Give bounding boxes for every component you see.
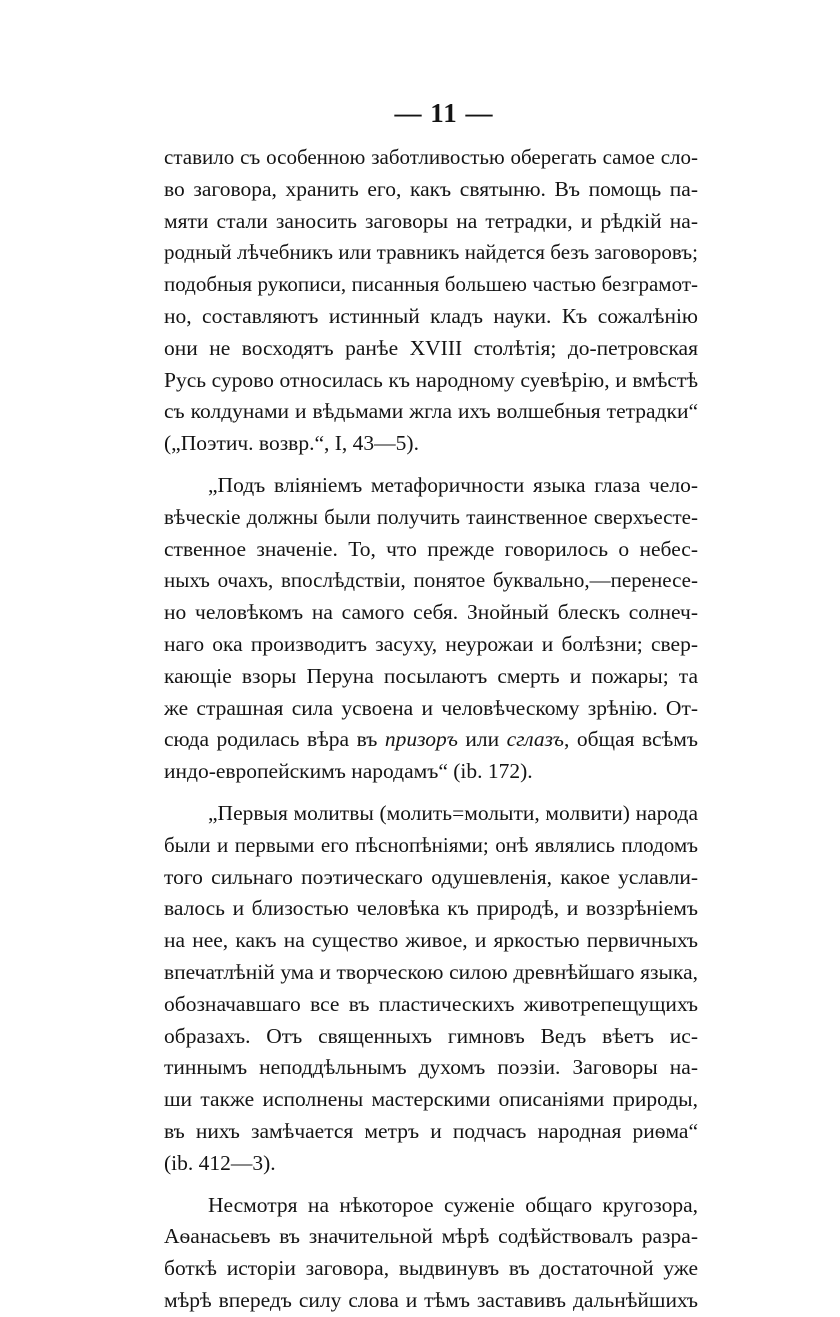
text-run: или xyxy=(457,727,507,752)
text-line: индо-европейскимъ народамъ“ (ib. 172). xyxy=(164,759,533,784)
text-line: ставило съ особенною заботливостью оберегать самое сло- xyxy=(164,145,698,169)
paragraph-4 xyxy=(164,1190,698,1317)
text-line: ши также исполнены мастерскими описаніями природы, xyxy=(164,1087,698,1112)
text-line: валось и близостью человѣка къ природѣ, и воззрѣніемъ xyxy=(164,896,698,921)
text-line: („Поэтич. возвр.“, I, 43—5). xyxy=(164,431,419,456)
text-line: „Первыя молитвы (молить=молыти, молвити) народа xyxy=(208,800,698,825)
text-line: кающіе взоры Перуна посылаютъ смерть и пожары; та xyxy=(164,663,698,688)
paragraph-1 xyxy=(164,142,698,460)
text-line: въ нихъ замѣчается метръ и подчасъ народная риѳма“ xyxy=(164,1118,698,1143)
italic-term: сглазъ xyxy=(506,727,564,752)
text-line: „Подъ вліяніемъ метафоричности языка глаза чело- xyxy=(208,472,698,497)
text-line: во заговора, хранить его, какъ святыню. Въ помощь па- xyxy=(164,176,698,201)
text-line xyxy=(164,724,698,756)
text-line: ственное значеніе. То, что прежде говорилось о небес- xyxy=(164,536,698,561)
text-line: боткѣ исторіи заговора, выдвинувъ въ достаточной уже xyxy=(164,1256,698,1281)
text-line: же страшная сила усвоена и человѣческому зрѣнію. От- xyxy=(164,695,698,720)
text-line: Русь сурово относилась къ народному суевѣрію, и вмѣстѣ xyxy=(164,367,698,392)
text-line: Аѳанасьевъ въ значительной мѣрѣ содѣйствовалъ разра- xyxy=(164,1224,698,1249)
paragraph-3 xyxy=(164,798,698,1180)
text-line: родный лѣчебникъ или травникъ найдется безъ заговоровъ; xyxy=(164,240,698,265)
text-line: Несмотря на нѣкоторое суженіе общаго кругозора, xyxy=(208,1192,698,1217)
text-line: того сильнаго поэтическаго одушевленія, какое уславли- xyxy=(164,864,698,889)
text-line: образахъ. Отъ священныхъ гимновъ Ведъ вѣетъ ис- xyxy=(164,1023,698,1048)
text-line: но человѣкомъ на самого себя. Знойный блескъ солнеч- xyxy=(164,600,698,625)
text-line: на нее, какъ на существо живое, и яркостью первичныхъ xyxy=(164,928,698,953)
text-run: сюда родилась вѣра въ xyxy=(164,727,385,752)
text-line: мѣрѣ впередъ силу слова и тѣмъ заставивъ дальнѣйшихъ xyxy=(164,1287,698,1312)
text-line: были и первыми его пѣснопѣніями; онѣ являлись плодомъ xyxy=(164,832,698,857)
paragraph-2 xyxy=(164,470,698,788)
text-line: обозначавшаго все въ пластическихъ животрепещущихъ xyxy=(164,991,698,1016)
text-run: , общая всѣмъ xyxy=(563,727,698,752)
text-line: мяти стали заносить заговоры на тетрадки, и рѣдкій на- xyxy=(164,208,698,233)
text-line: они не восходятъ ранѣе XVIII столѣтія; до-петровская xyxy=(164,335,698,360)
text-line: вѣческіе должны были получить таинственное сверхъесте- xyxy=(164,504,698,529)
text-line: (ib. 412—3). xyxy=(164,1150,276,1175)
text-line: ныхъ очахъ, впослѣдствіи, понятое буквально,—перенесе- xyxy=(164,568,698,593)
page-number: — 11 — xyxy=(394,98,494,128)
italic-term: призоръ xyxy=(384,727,458,752)
body-text xyxy=(164,142,698,1317)
text-line: подобныя рукописи, писанныя большею частью безграмот- xyxy=(164,272,698,297)
text-line: наго ока производитъ засуху, неурожаи и болѣзни; свер- xyxy=(164,631,698,656)
text-line: тиннымъ неподдѣльнымъ духомъ поэзіи. Заговоры на- xyxy=(164,1055,698,1080)
text-line: съ колдунами и вѣдьмами жгла ихъ волшебныя тетрадки“ xyxy=(164,399,698,424)
text-line: но, составляютъ истинный кладъ науки. Къ сожалѣнію xyxy=(164,303,698,328)
text-line: впечатлѣній ума и творческою силою древнѣйшаго языка, xyxy=(164,959,698,984)
